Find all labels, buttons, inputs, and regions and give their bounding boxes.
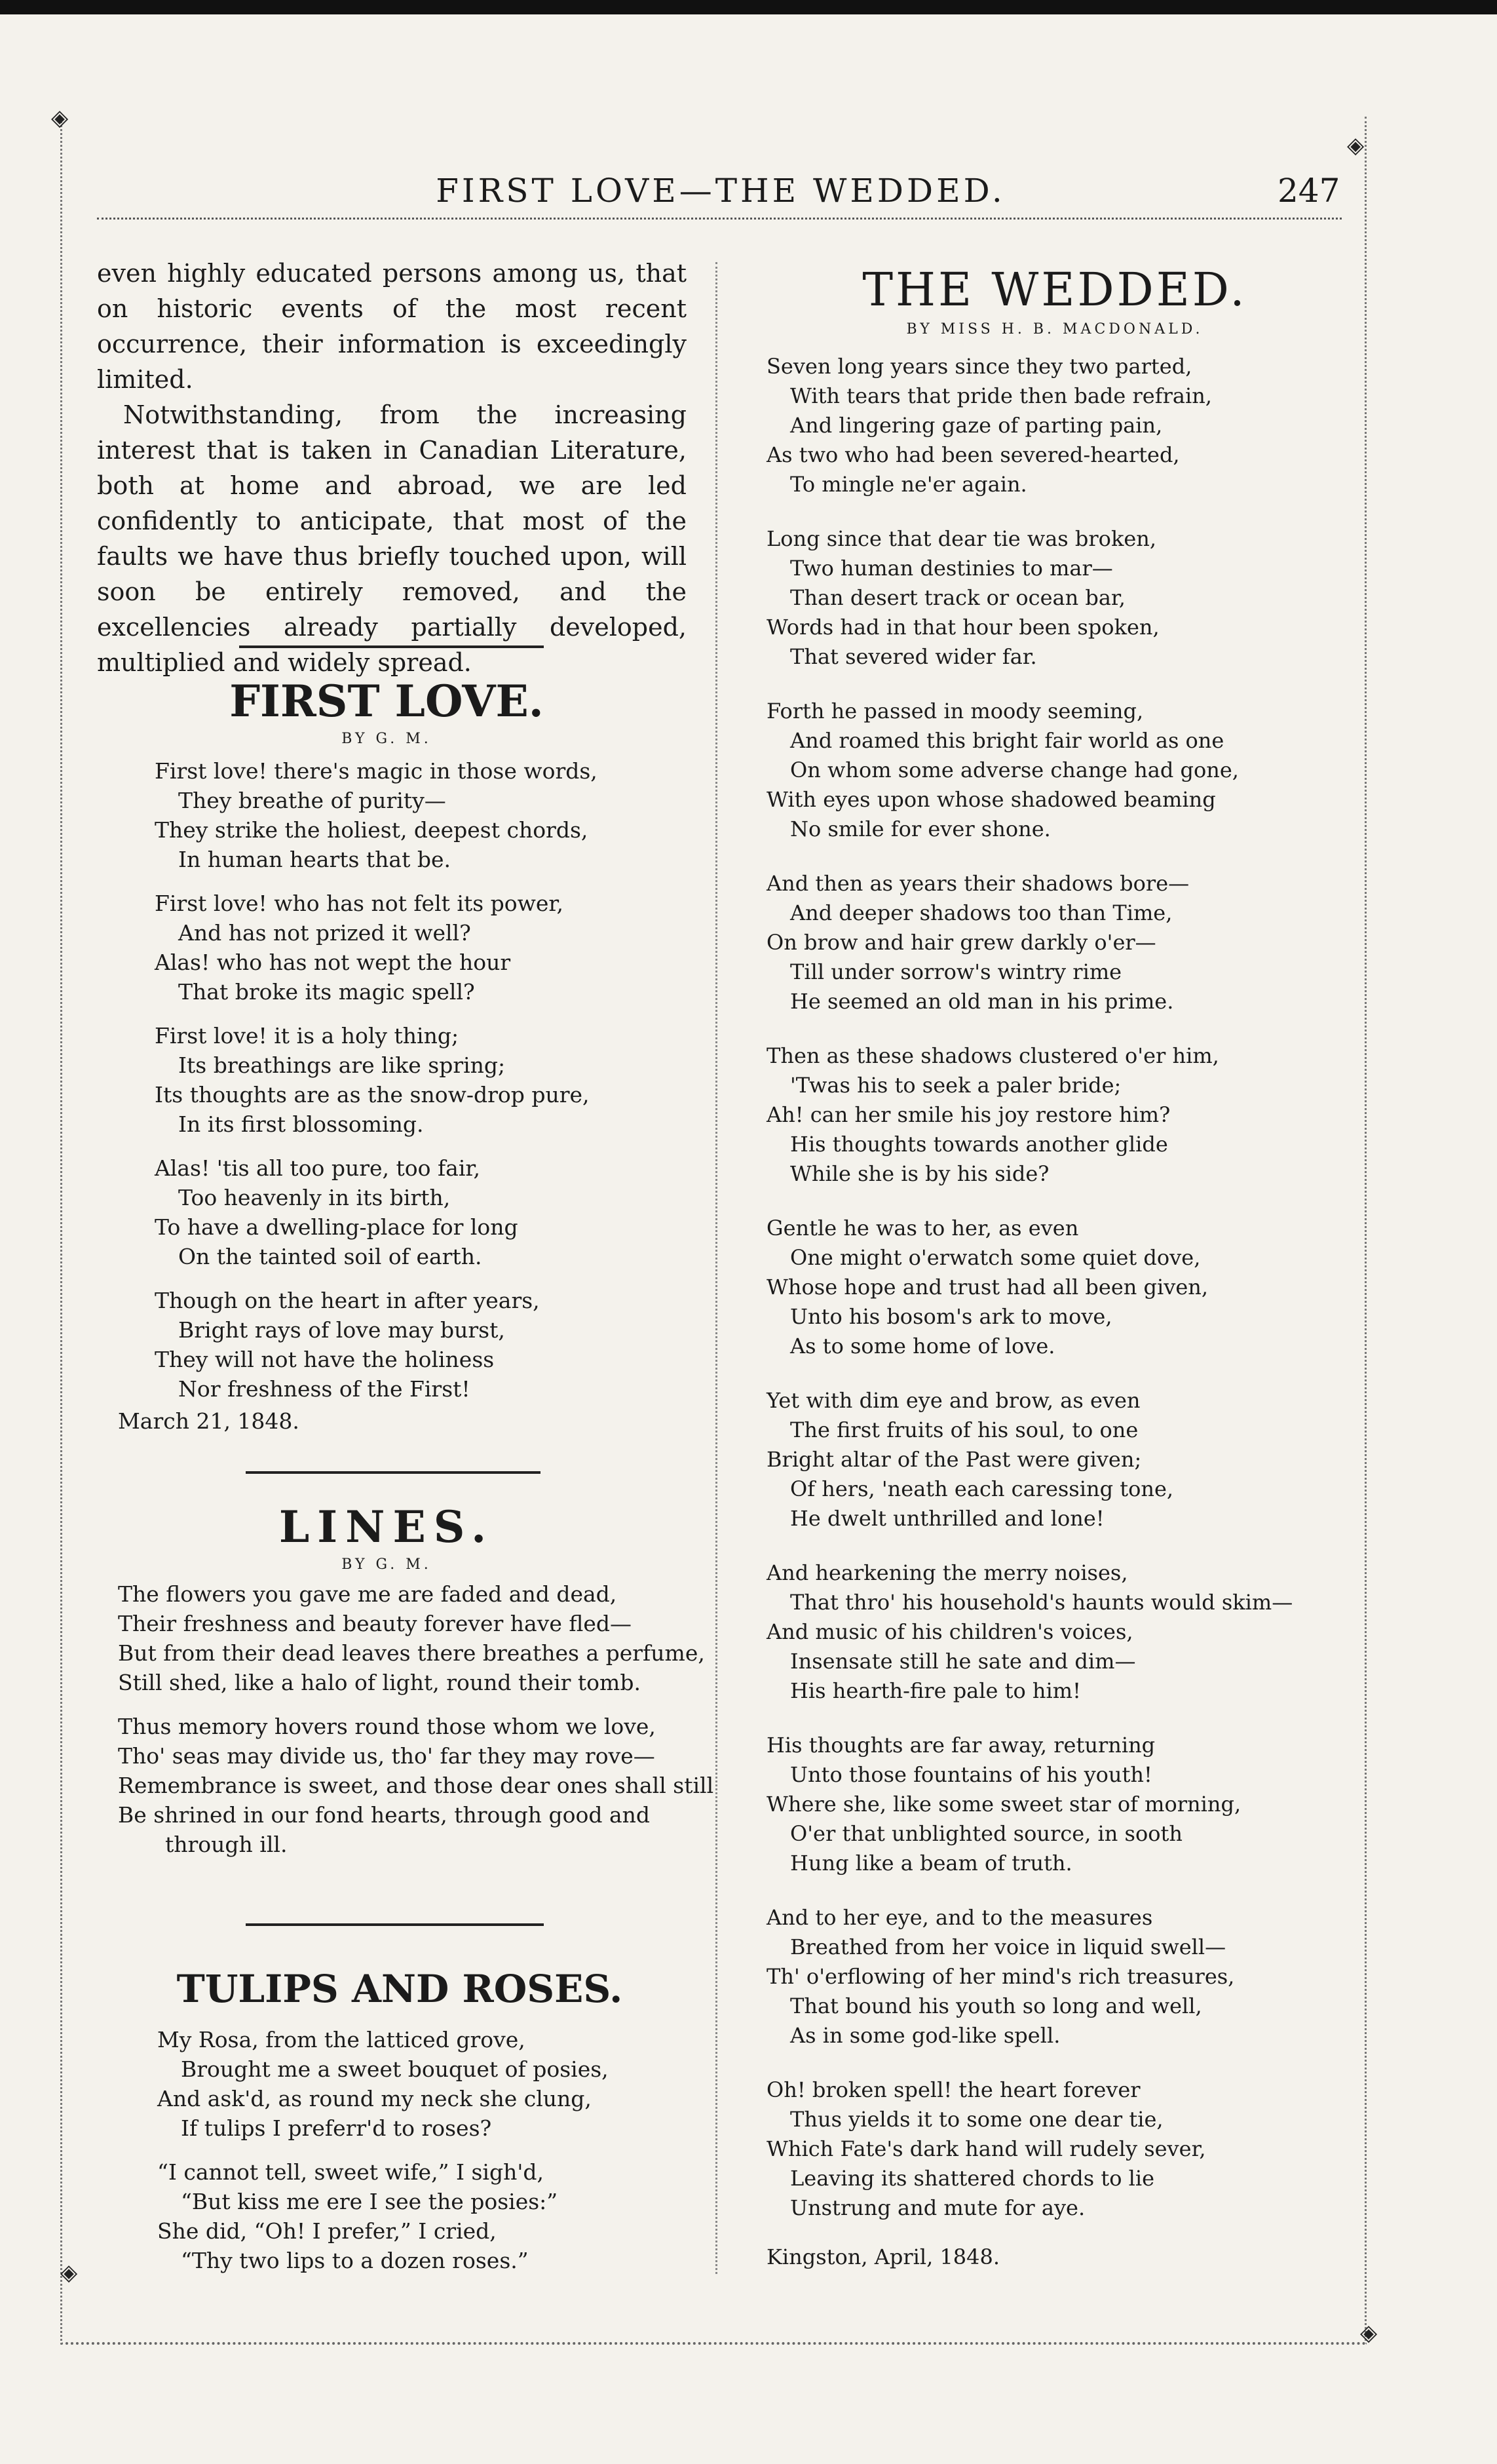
poem-line: He seemed an old man in his prime.	[790, 989, 1174, 1014]
poem-line: through ill.	[165, 1832, 288, 1857]
stanza	[131, 756, 694, 874]
poem-line: On the tainted soil of earth.	[178, 1244, 482, 1269]
tulips-poem	[157, 1959, 694, 2290]
running-head: FIRST LOVE—THE WEDDED.	[436, 172, 1006, 210]
poem-line: Yet with dim eye and brow, as even	[767, 1388, 1141, 1413]
poem-title: LINES.	[278, 1501, 495, 1552]
poem-line: 'Twas his to seek a paler bride;	[790, 1073, 1122, 1098]
essay-paragraph: Notwithstanding, from the increasing interest that is taken in Canadian Literature, both at home and abroad, we are led confidently to anticipate, that most of the faults we have thus briefly touched upon, will soon be entirely removed, and the excellencies already partially developed, multiplied and widely spread.	[97, 400, 687, 677]
poem-line: Where she, like some sweet star of morning,	[767, 1792, 1241, 1817]
poem-line: “Thy two lips to a dozen roses.”	[181, 2248, 529, 2273]
poem-line: Thus memory hovers round those whom we love,	[118, 1714, 656, 1739]
poem-body	[157, 2025, 694, 2275]
poem-line: Ah! can her smile his joy restore him?	[767, 1102, 1171, 1127]
poem-line: Too heavenly in its birth,	[178, 1185, 451, 1210]
poem-line: Words had in that hour been spoken,	[767, 615, 1160, 640]
poem-line: Still shed, like a halo of light, round their tomb.	[118, 1670, 641, 1695]
stanza	[767, 1731, 1343, 1878]
poem-line: Oh! broken spell! the heart forever	[767, 2077, 1141, 2102]
stanza	[767, 1041, 1343, 1189]
poem-line: That bound his youth so long and well,	[790, 1993, 1202, 2018]
poem-line: His thoughts are far away, returning	[767, 1733, 1156, 1758]
poem-line: And then as years their shadows bore—	[767, 871, 1190, 896]
poem-title: FIRST LOVE.	[229, 676, 544, 727]
poem-line: Unto those fountains of his youth!	[790, 1762, 1152, 1787]
poem-line: To mingle ne'er again.	[790, 472, 1027, 497]
poem-line: Be shrined in our fond hearts, through good and	[118, 1802, 651, 1828]
poem-line: “I cannot tell, sweet wife,” I sigh'd,	[157, 2159, 544, 2185]
poem-line: And deeper shadows too than Time,	[790, 900, 1173, 925]
poem-line: They breathe of purity—	[178, 788, 446, 813]
stanza	[131, 889, 694, 1007]
poem-line: First love! who has not felt its power,	[155, 891, 564, 916]
poem-line: If tulips I preferr'd to roses?	[181, 2115, 492, 2141]
poem-line: Two human destinies to mar—	[790, 556, 1113, 581]
poem-line: Leaving its shattered chords to lie	[790, 2166, 1155, 2191]
poem-line: The first fruits of his soul, to one	[790, 1417, 1139, 1442]
lines-poem	[118, 1497, 714, 1874]
stanza	[118, 1579, 705, 1697]
poem-line: Brought me a sweet bouquet of posies,	[181, 2056, 609, 2082]
corner-ornament-icon: ◈	[51, 105, 69, 131]
first-love-poem	[118, 672, 694, 1436]
stanza	[767, 2075, 1343, 2223]
page-number: 247	[1278, 172, 1340, 210]
poem-line: He dwelt unthrilled and lone!	[790, 1506, 1105, 1531]
stanza	[767, 1386, 1343, 1533]
stanza	[767, 524, 1343, 672]
poem-body	[118, 756, 694, 1436]
poem-line: Bright rays of love may burst,	[178, 1317, 505, 1343]
right-column	[767, 259, 1343, 2272]
poem-line: His hearth-fire pale to him!	[790, 1678, 1081, 1703]
poem-line: O'er that unblighted source, in sooth	[790, 1821, 1183, 1846]
poem-line: That thro' his household's haunts would skim—	[790, 1590, 1293, 1615]
scan-top-edge	[0, 0, 1497, 14]
poem-line: Remembrance is sweet, and those dear ones shall still	[118, 1773, 714, 1798]
stanza	[131, 1021, 694, 1139]
poem-line: Its breathings are like spring;	[178, 1052, 506, 1078]
poem-line: They will not have the holiness	[155, 1347, 495, 1372]
poem-line: With tears that pride then bade refrain,	[790, 383, 1212, 408]
stanza	[131, 1286, 694, 1404]
poem-body	[767, 352, 1343, 2272]
poem-line: And lingering gaze of parting pain,	[790, 413, 1163, 438]
poem-line: Tho' seas may divide us, tho' far they may rove—	[118, 1743, 655, 1769]
poem-body	[118, 1579, 714, 1859]
poem-line: But from their dead leaves there breathes a perfume,	[118, 1640, 705, 1666]
poem-line: On brow and hair grew darkly o'er—	[767, 930, 1156, 955]
poem-line: That broke its magic spell?	[178, 979, 475, 1005]
poem-line: His thoughts towards another glide	[790, 1132, 1168, 1157]
poem-line: Than desert track or ocean bar,	[790, 585, 1126, 610]
section-rule	[246, 1923, 544, 1926]
poem-line: Gentle he was to her, as even	[767, 1216, 1079, 1241]
poem-line: Its thoughts are as the snow-drop pure,	[155, 1082, 590, 1107]
poem-line: She did, “Oh! I prefer,” I cried,	[157, 2218, 497, 2244]
poem-line: Insensate still he sate and dim—	[790, 1649, 1136, 1674]
poem-line: My Rosa, from the latticed grove,	[157, 2027, 525, 2052]
poem-line: Hung like a beam of truth.	[790, 1851, 1072, 1876]
stanza	[118, 1712, 714, 1859]
poem-line: While she is by his side?	[790, 1161, 1050, 1186]
poem-line: Their freshness and beauty forever have fled—	[118, 1611, 632, 1636]
poem-line: No smile for ever shone.	[790, 817, 1051, 841]
poem-line: The flowers you gave me are faded and dead,	[118, 1581, 617, 1607]
poem-line: Which Fate's dark hand will rudely sever,	[767, 2136, 1206, 2161]
poem-byline: BY G. M.	[341, 731, 432, 747]
poem-line: Seven long years since they two parted,	[767, 354, 1192, 379]
poem-title: THE WEDDED.	[862, 263, 1247, 317]
section-rule	[239, 645, 544, 648]
poem-line: Unstrung and mute for aye.	[790, 2195, 1086, 2220]
header-rule	[97, 218, 1342, 220]
stanza	[157, 2025, 694, 2143]
stanza	[767, 352, 1343, 499]
poem-line: They strike the holiest, deepest chords,	[155, 817, 588, 843]
poem-line: Long since that dear tie was broken,	[767, 526, 1157, 551]
column-divider	[715, 262, 717, 2274]
poem-line: Breathed from her voice in liquid swell—	[790, 1935, 1226, 1959]
stanza	[157, 2157, 694, 2275]
poem-line: With eyes upon whose shadowed beaming	[767, 787, 1216, 812]
stanza	[767, 869, 1343, 1016]
poem-line: Thus yields it to some one dear tie,	[790, 2107, 1164, 2132]
poem-line: And has not prized it well?	[178, 920, 471, 946]
essay-paragraph: even highly educated persons among us, that on historic events of the most recent occurrence, their information is exceedingly limited.	[97, 259, 687, 394]
poem-line: And ask'd, as round my neck she clung,	[157, 2086, 592, 2111]
poem-line: Bright altar of the Past were given;	[767, 1447, 1142, 1472]
poem-line: Till under sorrow's wintry rime	[790, 959, 1122, 984]
poem-line: One might o'erwatch some quiet dove,	[790, 1245, 1201, 1270]
corner-ornament-icon: ◈	[1360, 2320, 1378, 2346]
poem-byline: BY G. M.	[341, 1556, 432, 1573]
poem-line: Nor freshness of the First!	[178, 1376, 470, 1402]
poem-line: Alas! who has not wept the hour	[155, 950, 511, 975]
poem-line: Whose hope and trust had all been given,	[767, 1275, 1209, 1299]
poem-date: March 21, 1848.	[118, 1408, 299, 1434]
poem-line: First love! there's magic in those words,	[155, 758, 597, 784]
poem-line: In its first blossoming.	[178, 1111, 424, 1137]
corner-ornament-icon: ◈	[1347, 132, 1365, 159]
poem-line: Of hers, 'neath each caressing tone,	[790, 1476, 1174, 1501]
poem-title: TULIPS AND ROSES.	[176, 1967, 623, 2011]
left-column	[97, 256, 687, 680]
poem-line: Though on the heart in after years,	[155, 1288, 540, 1313]
poem-line: And to her eye, and to the measures	[767, 1905, 1153, 1930]
stanza	[767, 697, 1343, 844]
poem-line: That severed wider far.	[790, 644, 1037, 669]
poem-line: Th' o'erflowing of her mind's rich treasures,	[767, 1964, 1235, 1989]
stanza	[767, 1903, 1343, 2050]
poem-closing: Kingston, April, 1848.	[767, 2244, 1000, 2269]
stanza	[767, 1558, 1343, 1706]
poem-line: Forth he passed in moody seeming,	[767, 699, 1144, 723]
poem-line: To have a dwelling-place for long	[155, 1214, 518, 1240]
poem-line: Then as these shadows clustered o'er him,	[767, 1043, 1219, 1068]
stanza	[131, 1153, 694, 1271]
poem-byline: BY MISS H. B. MACDONALD.	[906, 321, 1203, 337]
poem-line: And roamed this bright fair world as one	[790, 728, 1224, 753]
poem-line: As to some home of love.	[790, 1334, 1055, 1358]
poem-line: As in some god-like spell.	[790, 2023, 1061, 2048]
essay-conclusion	[97, 256, 687, 680]
poem-line: And hearkening the merry noises,	[767, 1560, 1128, 1585]
poem-line: Unto his bosom's ark to move,	[790, 1304, 1112, 1329]
stanza	[767, 1214, 1343, 1361]
poem-line: “But kiss me ere I see the posies:”	[181, 2189, 558, 2214]
corner-ornament-icon: ◈	[60, 2260, 78, 2286]
poem-line: Alas! 'tis all too pure, too fair,	[155, 1155, 481, 1181]
poem-line: In human hearts that be.	[178, 847, 451, 872]
poem-line: As two who had been severed-hearted,	[767, 442, 1180, 467]
poem-line: On whom some adverse change had gone,	[790, 758, 1239, 782]
poem-line: And music of his children's voices,	[767, 1619, 1133, 1644]
poem-line: First love! it is a holy thing;	[155, 1023, 459, 1049]
section-rule	[246, 1471, 540, 1474]
